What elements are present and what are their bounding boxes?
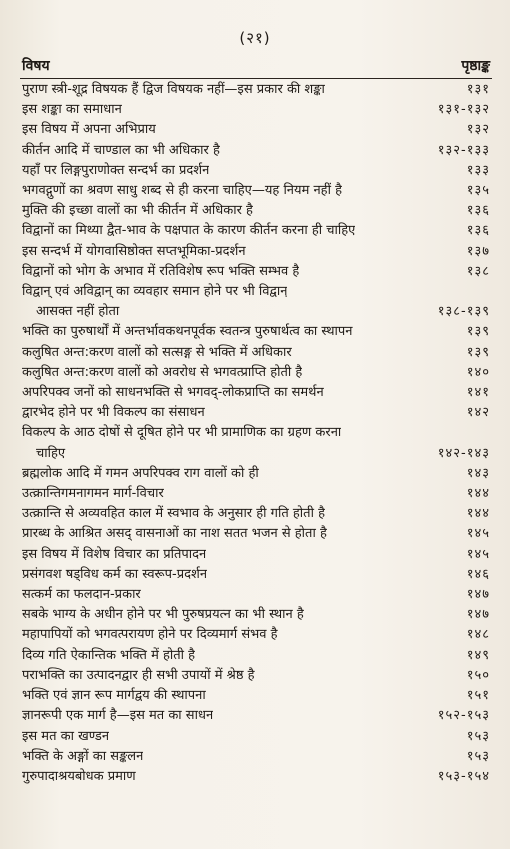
toc-entry-page: १४६ xyxy=(466,566,490,582)
toc-entry xyxy=(22,262,490,282)
toc-entry xyxy=(22,747,490,767)
toc-entry xyxy=(22,706,490,726)
toc-entry-page: १५३ xyxy=(466,748,490,764)
toc-entry xyxy=(22,767,490,787)
page-number: (२१) xyxy=(239,29,271,47)
toc-entry-title: द्वारभेद होने पर भी विकल्प का संसाधन xyxy=(22,405,205,421)
toc-entry xyxy=(22,120,490,140)
toc-entry-page: १३८ xyxy=(466,263,490,279)
toc-entry xyxy=(22,383,490,403)
toc-entry-title: पुराण स्त्री-शूद्र विषयक हैं द्विज विषयक नहीं—इस प्रकार की शङ्का xyxy=(22,82,325,97)
toc-entry-title: इस विषय में विशेष विचार का प्रतिपादन xyxy=(22,546,207,562)
toc-entry-page: १३६ xyxy=(466,223,490,239)
toc-entry-page: १५२-१५३ xyxy=(437,708,490,724)
toc-entry-page: १३६ xyxy=(466,203,490,219)
toc-entry-page: १३९ xyxy=(466,324,490,340)
toc-entry-title: इस शङ्का का समाधान xyxy=(22,102,122,118)
toc-entry xyxy=(22,524,490,544)
toc-entry-title: इस विषय में अपना अभिप्राय xyxy=(22,122,156,138)
toc-entry-title: विद्वान् एवं अविद्वान् का व्यवहार समान होने पर भी विद्वान् xyxy=(22,284,288,300)
toc-entry xyxy=(22,403,490,423)
toc-entry-page: १३७ xyxy=(466,243,490,259)
toc-entry-page: १५१ xyxy=(466,688,490,704)
toc-entry-title: यहाँ पर लिङ्गपुराणोक्त सन्दर्भ का प्रदर्शन xyxy=(22,162,210,178)
toc-entry-title: विद्वानों का मिथ्या द्वैत-भाव के पक्षपात के कारण कीर्तन करना ही चाहिए xyxy=(22,223,356,239)
table-of-contents xyxy=(22,80,490,787)
toc-entry-title: गुरुपादाश्रयबोधक प्रमाण xyxy=(22,768,136,784)
toc-entry-title: ब्रह्मलोक आदि में गमन अपरिपक्व राग वालों को ही xyxy=(22,465,259,481)
toc-entry-title: उत्क्रान्तिगमनागमन मार्ग-विचार xyxy=(22,486,164,502)
header-rule xyxy=(20,78,492,79)
toc-entry-page: १४९ xyxy=(466,647,490,663)
toc-entry xyxy=(22,100,490,120)
toc-entry-page: १३२-१३३ xyxy=(437,142,490,158)
toc-entry xyxy=(22,181,490,201)
toc-entry-title: विकल्प के आठ दोषों से दूषित होने पर भी प्रामाणिक का ग्रहण करना xyxy=(22,425,342,441)
toc-entry xyxy=(22,545,490,565)
toc-entry-title: प्रारब्ध के आश्रित असद् वासनाओं का नाश सतत भजन से होता है xyxy=(22,526,327,542)
toc-entry xyxy=(22,80,490,100)
toc-entry xyxy=(22,464,490,484)
toc-entry-title: भगवद्गुणों का श्रवण साधु शब्द से ही करना चाहिए—यह नियम नहीं है xyxy=(22,183,342,199)
toc-entry-continuation xyxy=(22,302,490,322)
toc-entry-title: पराभक्ति का उत्पादनद्वार ही सभी उपायों में श्रेष्ठ है xyxy=(22,667,255,683)
toc-entry-page: १३५ xyxy=(466,183,490,199)
toc-entry xyxy=(22,282,490,302)
toc-entry-title: उत्क्रान्ति से अव्यवहित काल में स्वभाव के अनुसार ही गति होती है xyxy=(22,506,325,522)
toc-entry-title: सत्कर्म का फलदान-प्रकार xyxy=(22,587,141,603)
toc-entry xyxy=(22,423,490,443)
header-subject: विषय xyxy=(22,58,50,74)
toc-entry-page: १४३ xyxy=(466,465,490,481)
toc-entry-continuation xyxy=(22,444,490,464)
toc-entry-page: १४४ xyxy=(466,506,490,522)
toc-entry-page: १५३ xyxy=(466,728,490,744)
toc-entry xyxy=(22,242,490,262)
toc-entry-page: १४४ xyxy=(466,486,490,502)
toc-entry-title: दिव्य गति ऐकान्तिक भक्ति में होती है xyxy=(22,647,196,663)
toc-entry-page: १४२-१४३ xyxy=(437,445,490,461)
toc-entry-page: १४७ xyxy=(466,587,490,603)
toc-entry xyxy=(22,322,490,342)
toc-entry-title: कलुषित अन्त:करण वालों को सत्सङ्ग से भक्ति में अधिकार xyxy=(22,344,292,360)
toc-entry xyxy=(22,565,490,585)
toc-entry-title: महापापियों को भगवत्परायण होने पर दिव्यमार्ग संभव है xyxy=(22,627,278,643)
toc-entry-title: ज्ञानरूपी एक मार्ग है—इस मत का साधन xyxy=(22,708,214,724)
toc-entry-title: भक्ति का पुरुषार्थों में अन्तर्भावकथनपूर्वक स्वतन्त्र पुरुषार्थत्व का स्थापन xyxy=(22,324,353,340)
toc-entry-page: १३२ xyxy=(466,122,490,138)
toc-entry-page: १४८ xyxy=(466,627,490,643)
toc-entry-title: मुक्ति की इच्छा वालों का भी कीर्तन में अधिकार है xyxy=(22,203,253,219)
toc-entry-page: १३८-१३९ xyxy=(437,304,490,320)
toc-entry-title: प्रसंगवश षड्विध कर्म का स्वरूप-प्रदर्शन xyxy=(22,566,208,582)
header-page: पृष्ठाङ्क xyxy=(461,58,490,74)
toc-entry xyxy=(22,727,490,747)
toc-entry-title: विद्वानों को भोग के अभाव में रतिविशेष रूप भक्ति सम्भव है xyxy=(22,263,300,279)
toc-entry-page: १३१ xyxy=(466,82,490,97)
toc-entry xyxy=(22,141,490,161)
toc-entry-page: १४५ xyxy=(466,526,490,542)
toc-entry xyxy=(22,625,490,645)
toc-entry-page: १३१-१३२ xyxy=(437,102,490,118)
toc-entry-title-continued: चाहिए xyxy=(36,445,66,461)
toc-entry-title: कलुषित अन्त:करण वालों को अवरोध से भगवत्प्राप्ति होती है xyxy=(22,364,303,380)
toc-entry xyxy=(22,686,490,706)
toc-entry-page: १३९ xyxy=(466,344,490,360)
toc-entry-title: कीर्तन आदि में चाण्डाल का भी अधिकार है xyxy=(22,142,220,158)
toc-entry-title: इस मत का खण्डन xyxy=(22,728,110,744)
toc-entry-page: १४५ xyxy=(466,546,490,562)
toc-entry-title-continued: आसक्त नहीं होता xyxy=(36,304,120,320)
toc-entry xyxy=(22,201,490,221)
toc-entry-title: भक्ति एवं ज्ञान रूप मार्गद्वय की स्थापना xyxy=(22,688,206,704)
toc-entry xyxy=(22,585,490,605)
toc-entry-page: १४७ xyxy=(466,607,490,623)
toc-entry-title: अपरिपक्व जनों को साधनभक्ति से भगवद्-लोकप्राप्ति का समर्थन xyxy=(22,385,324,401)
toc-entry xyxy=(22,161,490,181)
toc-entry xyxy=(22,343,490,363)
toc-entry-title: सबके भाग्य के अधीन होने पर भी पुरुषप्रयत्न का भी स्थान है xyxy=(22,607,304,623)
toc-entry-page: १४० xyxy=(466,364,490,380)
toc-entry xyxy=(22,605,490,625)
toc-entry xyxy=(22,221,490,241)
toc-entry-page: १४१ xyxy=(466,385,490,401)
toc-entry-title: भक्ति के अङ्गों का सङ्कलन xyxy=(22,748,144,764)
toc-entry xyxy=(22,363,490,383)
toc-entry xyxy=(22,484,490,504)
toc-entry-page: १४२ xyxy=(466,405,490,421)
toc-entry xyxy=(22,666,490,686)
toc-entry xyxy=(22,504,490,524)
toc-header xyxy=(22,56,490,75)
toc-entry-title: इस सन्दर्भ में योगवासिष्ठोक्त सप्तभूमिका-प्रदर्शन xyxy=(22,243,246,259)
toc-entry xyxy=(22,646,490,666)
toc-entry-page: १३३ xyxy=(466,162,490,178)
toc-entry-page: १५३-१५४ xyxy=(437,768,490,784)
toc-entry-page: १५० xyxy=(466,667,490,683)
